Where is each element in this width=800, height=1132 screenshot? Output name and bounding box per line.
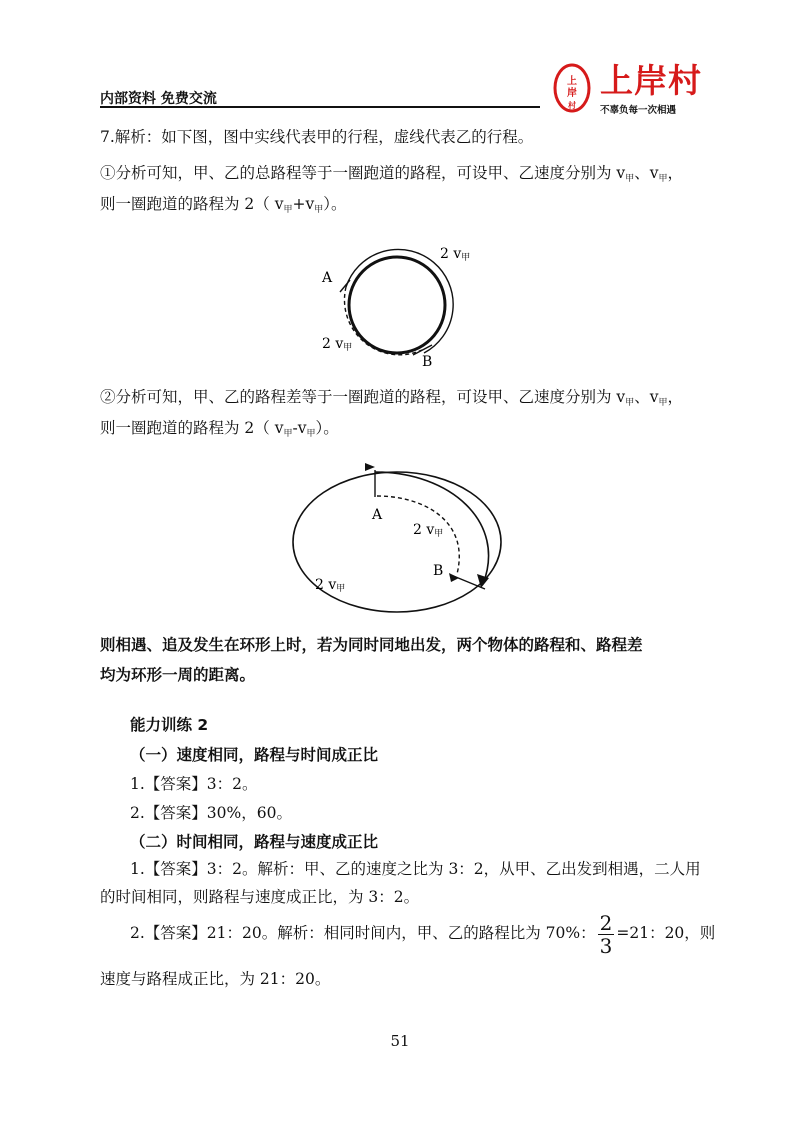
header-left-text: 内部资料 免费交流 [100,91,217,107]
dashed-path-arc [344,287,422,355]
svg-text:岸: 岸 [567,88,577,99]
arrow-b [449,573,459,582]
conclusion-line1: 则相遇、追及发生在环形上时，若为同时同地出发，两个物体的路程和、路程差 [100,636,643,654]
label-inner: 2 v甲 [413,522,444,539]
part1-line2: 则一圈跑道的路程为 2（ $v_甲+v_甲$）。 [100,195,347,215]
training-sub2-answer1-line2: 的时间相同，则路程与速度成正比，为 3：2。 [100,888,420,906]
conclusion-line2: 均为环形一周的距离。 [100,666,256,684]
label-outer: 2 v甲 [315,577,346,594]
part2-line1: ②分析可知，甲、乙的路程差等于一圈跑道的路程，可设甲、乙速度分别为 $v_甲$、$v_甲$， [100,388,683,408]
training-sub1-answer2: 2.【答案】30%，60。 [130,804,292,822]
svg-text:村: 村 [568,100,576,110]
training-sub1-title: （一）速度相同，路程与时间成正比 [130,746,379,764]
label-a: A [372,507,383,523]
page-number: 51 [390,1032,410,1050]
training-title: 能力训练 2 [130,716,209,734]
logo-slogan: 不辜负每一次相遇 [600,105,677,116]
training-sub1-answer1: 1.【答案】3：2。 [130,775,258,793]
figure-chase-ellipse [285,462,510,617]
header-rule [100,106,540,108]
part2-line2: 则一圈跑道的路程为 2（ $v_甲-v_甲$）。 [100,419,339,439]
label-a: A [322,270,333,286]
label-bottom: 2 v甲 [322,336,353,353]
brand-logo [552,62,712,118]
fraction-two-thirds: $\frac{2}{3}$ [599,910,613,958]
figure-meeting-circle [300,232,500,382]
logo-seal [552,62,592,114]
arrow-top [365,463,375,471]
part1-line1: ①分析可知，甲、乙的总路程等于一圈跑道的路程，可设甲、乙速度分别为 $v_甲$、$v_甲$， [100,164,683,184]
label-b: B [433,563,444,579]
label-top: 2 v甲 [440,246,471,263]
training-sub2-title: （二）时间相同，路程与速度成正比 [130,833,379,851]
section7-intro: 7.解析：如下图，图中实线代表甲的行程，虚线代表乙的行程。 [100,128,534,146]
logo-name: 上岸村 [600,61,702,100]
label-b: B [422,354,433,370]
track-circle [349,257,445,353]
training-sub2-answer2-line1: 2.【答案】21：20。解析：相同时间内，甲、乙的路程比为 70%： $\frac{2}{3}$ =21：20，则 [130,910,716,958]
training-sub2-answer2-line2: 速度与路程成正比，为 21：20。 [100,970,331,988]
training-sub2-answer1-line1: 1.【答案】3：2。解析：甲、乙的速度之比为 3：2，从甲、乙出发到相遇，二人用 [130,860,701,878]
svg-text:上: 上 [567,76,577,87]
